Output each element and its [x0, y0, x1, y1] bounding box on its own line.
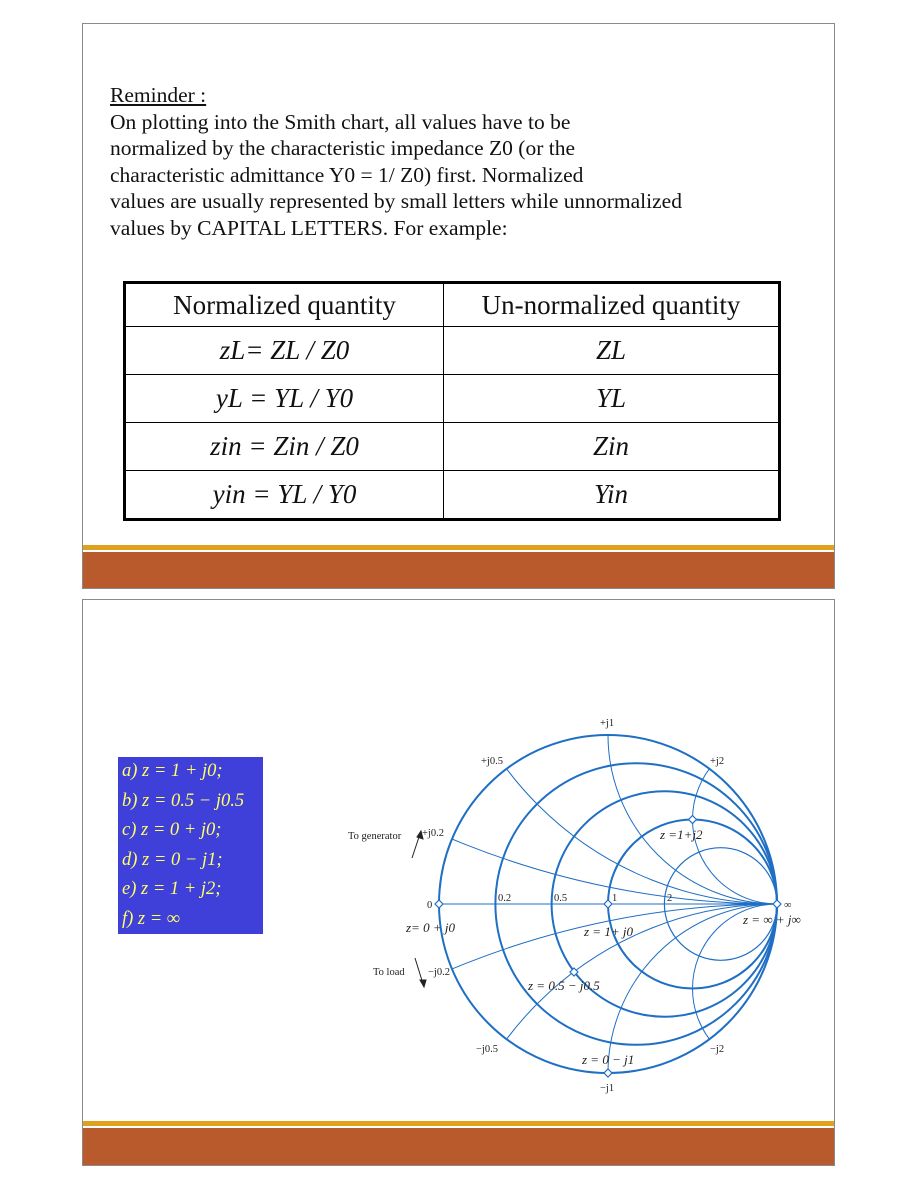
label-r1: 1 [612, 893, 618, 904]
label-point-a: z = 1+ j0 [584, 924, 633, 939]
reminder-line: normalized by the characteristic impedance Z0 (or the [110, 136, 576, 160]
footer-band [83, 1128, 834, 1166]
label-pj2: +j2 [710, 756, 725, 767]
label-pj1: +j1 [600, 718, 615, 729]
label-point-f: z = ∞ + j∞ [743, 912, 801, 927]
cell-unnormalized: ZL [444, 327, 780, 375]
arrow-head-icon [420, 980, 426, 987]
table-header-row [125, 283, 780, 327]
label-pj05: +j0.5 [481, 756, 503, 767]
label-r0: 0 [427, 900, 433, 911]
point-marker-c [435, 900, 443, 908]
case-item: b) z = 0.5 − j0.5 [122, 790, 245, 811]
reminder-title: Reminder : [110, 83, 207, 107]
cell-normalized: yin = YL / Y0 [125, 471, 444, 520]
reminder-text [110, 82, 760, 241]
cell-unnormalized: Yin [444, 471, 780, 520]
impedance-cases-box [118, 757, 263, 934]
cell-normalized: zin = Zin / Z0 [125, 423, 444, 471]
label-point-d: z = 0 − j1 [582, 1052, 635, 1067]
reminder-line: On plotting into the Smith chart, all values have to be [110, 109, 571, 134]
normalization-table [123, 281, 781, 521]
label-r2: 2 [667, 893, 673, 904]
table-row [125, 375, 780, 423]
case-item: a) z = 1 + j0; [122, 761, 223, 781]
header-normalized: Normalized quantity [125, 283, 444, 327]
reactance-arc-pj05 [439, 710, 818, 904]
label-point-e: z =1+j2 [660, 827, 703, 842]
case-item: d) z = 0 − j1; [122, 849, 223, 870]
label-point-c: z= 0 + j0 [406, 920, 455, 935]
label-rinf: ∞ [784, 900, 792, 911]
reminder-line: characteristic admittance Y0 = 1/ Z0) first. Normalized [110, 162, 584, 187]
slide-smith-chart [82, 599, 835, 1166]
case-item: c) z = 0 + j0; [122, 820, 222, 840]
reminder-line: values by CAPITAL LETTERS. For example: [110, 215, 508, 240]
label-mj05: −j0.5 [476, 1044, 498, 1055]
label-mj02: −j0.2 [428, 967, 450, 978]
table-row [125, 471, 780, 520]
label-to-load: To load [373, 967, 405, 978]
cell-unnormalized: Zin [444, 423, 780, 471]
reminder-line: values are usually represented by small letters while unnormalized [110, 189, 682, 213]
label-point-b: z = 0.5 − j0.5 [528, 978, 600, 993]
label-mj1: −j1 [600, 1083, 615, 1094]
cell-unnormalized: YL [444, 375, 780, 423]
cell-normalized: zL= ZL / Z0 [125, 327, 444, 375]
table-row [125, 327, 780, 375]
label-r05: 0.5 [554, 893, 568, 904]
label-r02: 0.2 [498, 893, 512, 904]
cell-normalized: yL = YL / Y0 [125, 375, 444, 423]
footer-accent-line [83, 1121, 834, 1126]
footer-accent-line [83, 545, 834, 550]
point-marker-d [604, 1069, 612, 1077]
table-row [125, 423, 780, 471]
point-marker-a [604, 900, 612, 908]
point-marker-f [773, 900, 781, 908]
point-marker-e [689, 816, 697, 824]
label-mj2: −j2 [710, 1044, 725, 1055]
header-unnormalized: Un-normalized quantity [444, 283, 780, 327]
slide-reminder [82, 23, 835, 589]
smith-chart [338, 710, 818, 1100]
case-item: f) z = ∞ [122, 908, 181, 929]
label-to-generator: To generator [348, 831, 402, 842]
case-item: e) z = 1 + j2; [122, 879, 222, 899]
label-pj02: +j0.2 [422, 828, 444, 839]
footer-band [83, 552, 834, 589]
